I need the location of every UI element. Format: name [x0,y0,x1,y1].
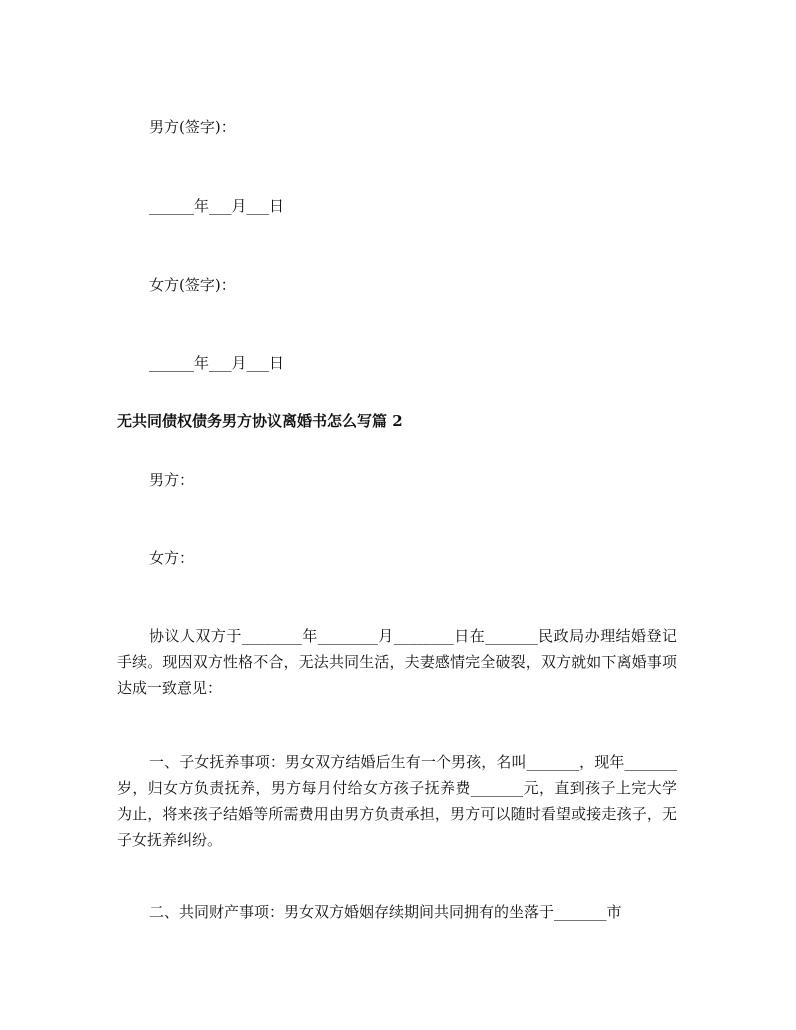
child-custody-paragraph: 一、子女抚养事项：男女双方结婚后生有一个男孩，名叫_______，现年_______岁，归女方负责抚养，男方每月付给女方孩子抚养费_______元，直到孩子上完大学为止，将来孩子结婚等所需费用由男方负责承担，男方可以随时看望或接走孩子，无子女抚养纠纷。 [117,753,677,849]
intro-paragraph: 协议人双方于________年________月________日在_______民政局办理结婚登记手续。现因双方性格不合，无法共同生活，夫妻感情完全破裂，双方就如下离婚事项达成一致意见： [117,627,677,697]
male-signature-date: ______年___月___日 [149,197,285,215]
female-party-label: 女方： [149,549,195,567]
section-heading: 无共同债权债务男方协议离婚书怎么写篇 2 [117,412,403,430]
female-signature-label: 女方(签字)： [149,276,236,294]
joint-property-paragraph: 二、共同财产事项：男女双方婚姻存续期间共同拥有的坐落于_______市 [149,903,622,921]
male-party-label: 男方： [149,471,195,489]
male-signature-label: 男方(签字)： [149,118,236,136]
female-signature-date: ______年___月___日 [149,354,285,372]
